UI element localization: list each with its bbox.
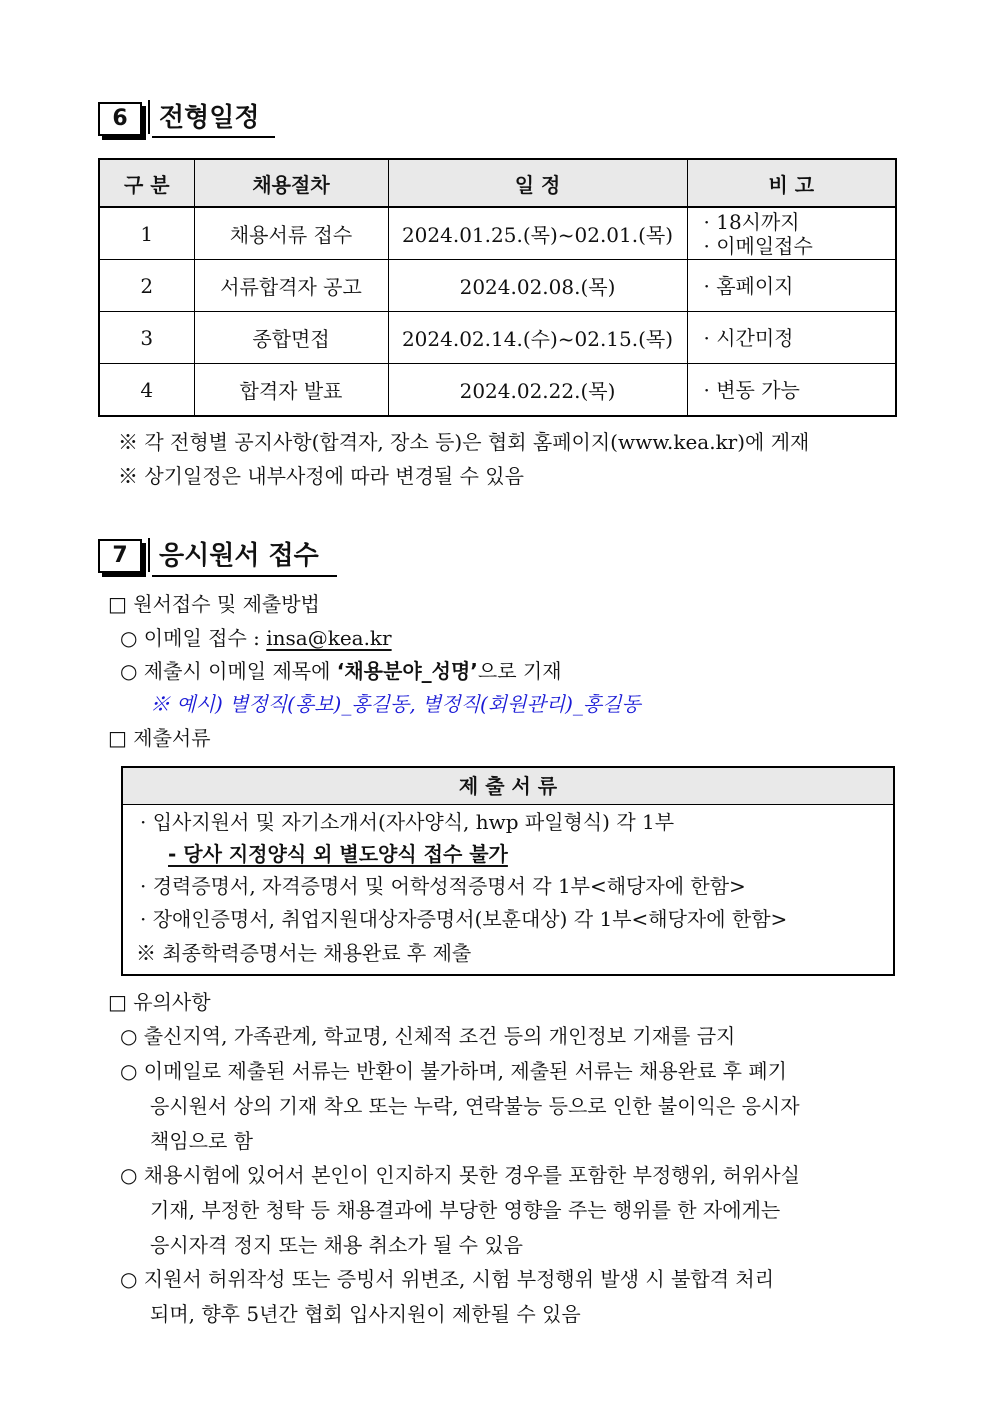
caution-3-line-3: 응시자격 정지 또는 채용 취소가 될 수 있음 [150, 1233, 523, 1257]
document-item-1: · 입사지원서 및 자기소개서(자사양식, hwp 파일형식) 각 1부 [140, 810, 675, 834]
table-row [99, 312, 896, 364]
row-number: 3 [99, 312, 194, 364]
subject-label: ○ 제출시 이메일 제목에 [120, 659, 337, 683]
table-row [99, 364, 896, 417]
section-7-underline [152, 575, 337, 577]
section-7-bar [148, 538, 150, 572]
schedule-table [98, 158, 897, 417]
row-procedure: 채용서류 접수 [194, 207, 388, 260]
row-procedure: 서류합격자 공고 [194, 260, 388, 312]
header-category: 구 분 [99, 159, 194, 207]
documents-heading: □ 제출서류 [108, 726, 211, 750]
remark-line: · 이메일접수 [703, 233, 813, 258]
header-remarks: 비 고 [687, 159, 896, 207]
subject-format: ‘채용분야_성명’ [336, 659, 478, 683]
caution-2-line-3: 책임으로 함 [150, 1129, 253, 1153]
table-row [99, 207, 896, 260]
row-remarks [687, 207, 896, 260]
header-schedule: 일 정 [388, 159, 687, 207]
document-item-3: · 장애인증명서, 취업지원대상자증명서(보훈대상) 각 1부<해당자에 한함> [140, 907, 788, 931]
row-number: 1 [99, 207, 194, 260]
subject-line [120, 657, 562, 685]
header-procedure: 채용절차 [194, 159, 388, 207]
section-6-title: 전형일정 [159, 103, 260, 133]
row-procedure: 합격자 발표 [194, 364, 388, 417]
method-heading: □ 원서접수 및 제출방법 [108, 592, 320, 616]
section-6-bar [148, 100, 150, 134]
caution-4-line-1: ○ 지원서 허위작성 또는 증빙서 위변조, 시험 부정행위 발생 시 불합격 처리 [120, 1267, 775, 1291]
cautions-heading: □ 유의사항 [108, 990, 211, 1014]
section-6-number: 6 [98, 102, 142, 136]
email-label: ○ 이메일 접수 : [120, 626, 267, 650]
section-7-number: 7 [98, 539, 142, 573]
section-7-title: 응시원서 접수 [159, 541, 319, 571]
schedule-note-1: ※ 각 전형별 공지사항(합격자, 장소 등)은 협회 홈페이지(www.kea.kr)에 게재 [118, 430, 810, 454]
row-remarks: · 시간미정 [687, 312, 896, 364]
caution-2-line-2: 응시원서 상의 기재 착오 또는 누락, 연락불능 등으로 인한 불이익은 응시자 [150, 1094, 800, 1118]
caution-4-line-2: 되며, 향후 5년간 협회 입사지원이 제한될 수 있음 [150, 1302, 581, 1326]
row-date: 2024.02.08.(목) [388, 260, 687, 312]
row-number: 4 [99, 364, 194, 417]
row-remarks: · 변동 가능 [687, 364, 896, 417]
caution-1: ○ 출신지역, 가족관계, 학교명, 신체적 조건 등의 개인정보 기재를 금지 [120, 1024, 736, 1048]
row-procedure: 종합면접 [194, 312, 388, 364]
table-row [99, 260, 896, 312]
caution-3-line-2: 기재, 부정한 청탁 등 채용결과에 부당한 영향을 주는 행위를 한 자에게는 [150, 1198, 781, 1222]
row-number: 2 [99, 260, 194, 312]
documents-box-title: 제 출 서 류 [123, 768, 893, 805]
email-line [120, 624, 392, 652]
schedule-header-row [99, 159, 896, 207]
caution-2-line-1: ○ 이메일로 제출된 서류는 반환이 불가하며, 제출된 서류는 채용완료 후 폐기 [120, 1059, 787, 1083]
subject-suffix: 으로 기재 [477, 659, 562, 683]
row-date: 2024.02.14.(수)~02.15.(목) [388, 312, 687, 364]
document-item-1-sub: - 당사 지정양식 외 별도양식 접수 불가 [168, 842, 508, 866]
subject-example: ※ 예시) 별정직(홍보)_홍길동, 별정직(회원관리)_홍길동 [150, 692, 641, 716]
caution-3-line-1: ○ 채용시험에 있어서 본인이 인지하지 못한 경우를 포함한 부정행위, 허위사실 [120, 1163, 800, 1187]
schedule-note-2: ※ 상기일정은 내부사정에 따라 변경될 수 있음 [118, 464, 524, 488]
document-item-4: ※ 최종학력증명서는 채용완료 후 제출 [136, 941, 472, 965]
row-remarks: · 홈페이지 [687, 260, 896, 312]
row-date: 2024.01.25.(목)~02.01.(목) [388, 207, 687, 260]
remark-line: · 18시까지 [703, 209, 800, 234]
row-date: 2024.02.22.(목) [388, 364, 687, 417]
document-item-2: · 경력증명서, 자격증명서 및 어학성적증명서 각 1부<해당자에 한함> [140, 874, 746, 898]
section-6-underline [152, 136, 275, 138]
email-address: insa@kea.kr [266, 626, 392, 650]
